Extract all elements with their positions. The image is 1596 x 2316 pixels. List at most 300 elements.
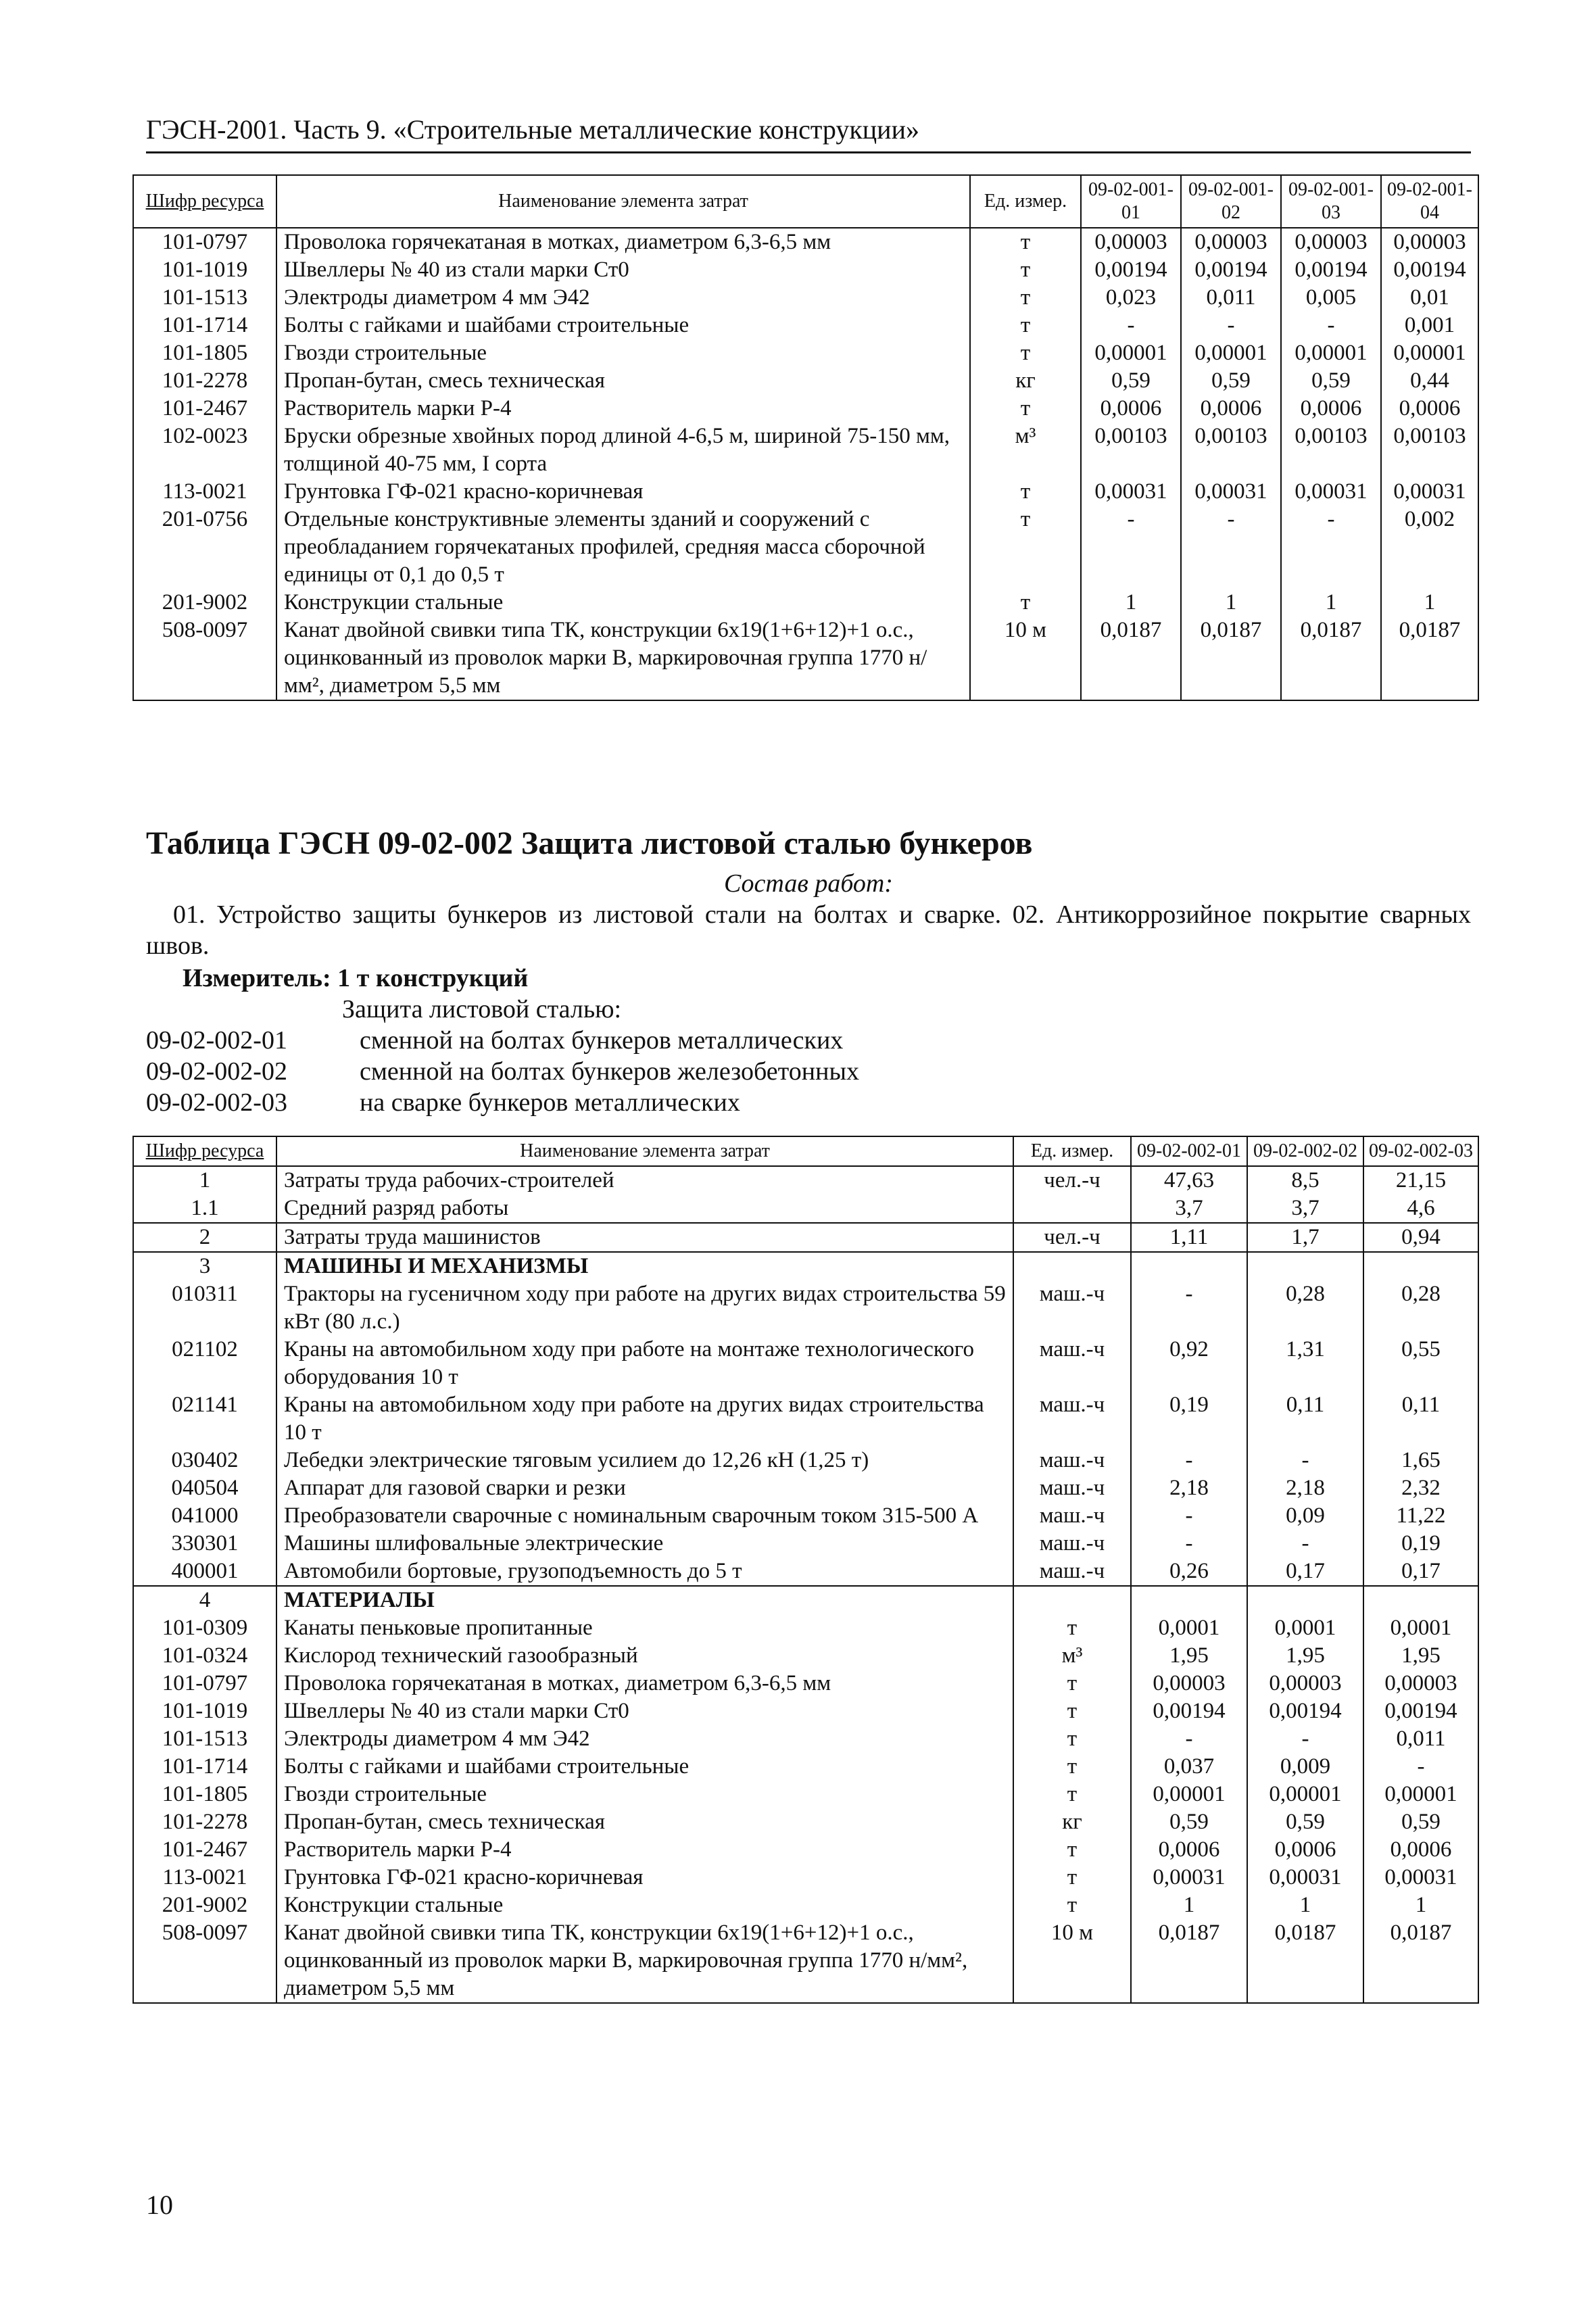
unit-cell: 10 м bbox=[1013, 1919, 1131, 2003]
table-row bbox=[133, 1781, 1478, 1808]
value-cell: 1,95 bbox=[1363, 1642, 1478, 1670]
resource-code: 101-2278 bbox=[133, 1808, 276, 1836]
resource-code: 201-9002 bbox=[133, 1891, 276, 1919]
resource-code: 113-0021 bbox=[133, 478, 276, 506]
value-cell: 0,0187 bbox=[1281, 617, 1381, 700]
resource-code: 041000 bbox=[133, 1502, 276, 1530]
value-cell: 0,005 bbox=[1281, 284, 1381, 312]
value-cell: 0,0187 bbox=[1181, 617, 1281, 700]
value-cell bbox=[1131, 1252, 1247, 1280]
value-cell bbox=[1363, 1586, 1478, 1614]
resource-name: Канат двойной свивки типа ТК, конструкции 6х19(1+6+12)+1 о.с., оцинкованный из проволок марки В, маркировочная группа 1770 н/мм², диаметром 5,5 мм bbox=[276, 617, 970, 700]
value-cell: 1 bbox=[1247, 1891, 1363, 1919]
value-cell: 0,00001 bbox=[1247, 1781, 1363, 1808]
table-row bbox=[133, 1697, 1478, 1725]
value-cell: 0,28 bbox=[1363, 1280, 1478, 1336]
unit-cell bbox=[1013, 1252, 1131, 1280]
resource-name: Машины шлифовальные электрические bbox=[276, 1530, 1013, 1558]
table-row bbox=[133, 1252, 1478, 1280]
resource-name: Пропан-бутан, смесь техническая bbox=[276, 367, 970, 395]
variant-code: 09-02-002-02 bbox=[146, 1057, 287, 1086]
unit-cell bbox=[1013, 1195, 1131, 1223]
resource-name: Гвозди строительные bbox=[276, 1781, 1013, 1808]
resource-name: Бруски обрезные хвойных пород длиной 4-6,5 м, шириной 75-150 мм, толщиной 40-75 мм, I сорта bbox=[276, 423, 970, 478]
resource-code: 101-1805 bbox=[133, 339, 276, 367]
value-cell: 1 bbox=[1081, 589, 1181, 617]
value-cell: 0,0006 bbox=[1363, 1836, 1478, 1864]
value-cell: 0,26 bbox=[1131, 1558, 1247, 1586]
value-cell: 8,5 bbox=[1247, 1166, 1363, 1195]
table-row bbox=[133, 1166, 1478, 1195]
value-cell: 0,00194 bbox=[1381, 256, 1478, 284]
resource-name: Конструкции стальные bbox=[276, 589, 970, 617]
column-header-variant: 09-02-001-02 bbox=[1181, 175, 1281, 228]
table-row bbox=[133, 1808, 1478, 1836]
table-row bbox=[133, 228, 1478, 256]
value-cell: 3,7 bbox=[1131, 1195, 1247, 1223]
table-row bbox=[133, 1195, 1478, 1223]
value-cell: - bbox=[1181, 312, 1281, 339]
value-cell: 0,00194 bbox=[1363, 1697, 1478, 1725]
value-cell: 0,59 bbox=[1281, 367, 1381, 395]
page-header: ГЭСН-2001. Часть 9. «Строительные металлические конструкции» bbox=[146, 114, 1471, 153]
value-cell: 2,32 bbox=[1363, 1474, 1478, 1502]
value-cell: 0,17 bbox=[1247, 1558, 1363, 1586]
table-row bbox=[133, 1502, 1478, 1530]
value-cell: 0,00031 bbox=[1081, 478, 1181, 506]
value-cell: 0,11 bbox=[1247, 1391, 1363, 1447]
table-row bbox=[133, 1391, 1478, 1447]
value-cell: 0,00103 bbox=[1081, 423, 1181, 478]
unit-cell: т bbox=[1013, 1753, 1131, 1781]
unit-cell: т bbox=[970, 395, 1081, 423]
value-cell: 0,0006 bbox=[1181, 395, 1281, 423]
value-cell: 0,00001 bbox=[1081, 339, 1181, 367]
value-cell: 1,65 bbox=[1363, 1447, 1478, 1474]
resource-code: 101-1513 bbox=[133, 284, 276, 312]
variant-item bbox=[146, 1056, 859, 1087]
value-cell: 0,023 bbox=[1081, 284, 1181, 312]
resource-name: Пропан-бутан, смесь техническая bbox=[276, 1808, 1013, 1836]
unit-cell: маш.-ч bbox=[1013, 1474, 1131, 1502]
value-cell: 0,00003 bbox=[1281, 228, 1381, 256]
composition-text: 01. Устройство защиты бункеров из листовой стали на болтах и сварке. 02. Антикоррозийное покрытие сварных швов. bbox=[146, 900, 1471, 960]
table-row bbox=[133, 256, 1478, 284]
value-cell bbox=[1363, 1252, 1478, 1280]
value-cell: 1,7 bbox=[1247, 1223, 1363, 1252]
value-cell: 0,002 bbox=[1381, 506, 1478, 589]
value-cell: 1 bbox=[1131, 1891, 1247, 1919]
column-header-name: Наименование элемента затрат bbox=[276, 1136, 1013, 1166]
resource-code: 101-2467 bbox=[133, 395, 276, 423]
value-cell: 0,00194 bbox=[1181, 256, 1281, 284]
resource-code: 330301 bbox=[133, 1530, 276, 1558]
unit-cell: т bbox=[970, 506, 1081, 589]
resource-name: Затраты труда машинистов bbox=[276, 1223, 1013, 1252]
column-header-variant: 09-02-001-04 bbox=[1381, 175, 1478, 228]
value-cell: 0,00001 bbox=[1363, 1781, 1478, 1808]
value-cell: 0,00194 bbox=[1281, 256, 1381, 284]
value-cell: 0,44 bbox=[1381, 367, 1478, 395]
unit-cell: кг bbox=[1013, 1808, 1131, 1836]
unit-cell: т bbox=[970, 256, 1081, 284]
unit-cell: т bbox=[970, 339, 1081, 367]
resource-name: Кислород технический газообразный bbox=[276, 1642, 1013, 1670]
value-cell: 0,09 bbox=[1247, 1502, 1363, 1530]
resource-code: 030402 bbox=[133, 1447, 276, 1474]
table-row bbox=[133, 1864, 1478, 1891]
value-cell: 0,00003 bbox=[1131, 1670, 1247, 1697]
table-header-row bbox=[133, 175, 1478, 228]
table-header-row bbox=[133, 1136, 1478, 1166]
value-cell: 0,0006 bbox=[1381, 395, 1478, 423]
column-header-code: Шифр ресурса bbox=[133, 175, 276, 228]
value-cell: 1,11 bbox=[1131, 1223, 1247, 1252]
value-cell: 0,0187 bbox=[1131, 1919, 1247, 2003]
value-cell: 3,7 bbox=[1247, 1195, 1363, 1223]
resource-name: Затраты труда рабочих-строителей bbox=[276, 1166, 1013, 1195]
table-row bbox=[133, 1336, 1478, 1391]
value-cell: 0,59 bbox=[1081, 367, 1181, 395]
unit-cell: маш.-ч bbox=[1013, 1558, 1131, 1586]
unit-cell: м³ bbox=[970, 423, 1081, 478]
table-row bbox=[133, 1670, 1478, 1697]
table-row bbox=[133, 1474, 1478, 1502]
unit-cell: маш.-ч bbox=[1013, 1530, 1131, 1558]
unit-cell: маш.-ч bbox=[1013, 1280, 1131, 1336]
column-header-variant: 09-02-001-01 bbox=[1081, 175, 1181, 228]
table-row bbox=[133, 1447, 1478, 1474]
table-row bbox=[133, 1614, 1478, 1642]
value-cell: 0,00194 bbox=[1247, 1697, 1363, 1725]
value-cell: - bbox=[1363, 1753, 1478, 1781]
variant-text: сменной на болтах бункеров металлических bbox=[360, 1026, 844, 1055]
value-cell bbox=[1247, 1252, 1363, 1280]
unit-cell: кг bbox=[970, 367, 1081, 395]
resource-code: 4 bbox=[133, 1586, 276, 1614]
resource-table-09-02-001 bbox=[132, 174, 1479, 701]
value-cell: 0,00003 bbox=[1381, 228, 1478, 256]
value-cell: 0,0187 bbox=[1081, 617, 1181, 700]
value-cell: 1 bbox=[1281, 589, 1381, 617]
resource-code: 101-0797 bbox=[133, 1670, 276, 1697]
resource-code: 113-0021 bbox=[133, 1864, 276, 1891]
column-header-unit: Ед. измер. bbox=[970, 175, 1081, 228]
resource-code: 101-1714 bbox=[133, 312, 276, 339]
variant-code: 09-02-002-03 bbox=[146, 1088, 287, 1117]
value-cell: - bbox=[1281, 506, 1381, 589]
value-cell: - bbox=[1181, 506, 1281, 589]
value-cell: 0,00001 bbox=[1131, 1781, 1247, 1808]
resource-code: 1 bbox=[133, 1166, 276, 1195]
value-cell: 0,0006 bbox=[1131, 1836, 1247, 1864]
table-row bbox=[133, 1558, 1478, 1586]
value-cell: 0,0006 bbox=[1247, 1836, 1363, 1864]
variant-text: сменной на болтах бункеров железобетонных bbox=[360, 1057, 859, 1086]
value-cell: 0,009 bbox=[1247, 1753, 1363, 1781]
resource-name: Болты с гайками и шайбами строительные bbox=[276, 312, 970, 339]
resource-code: 101-2278 bbox=[133, 367, 276, 395]
resource-code: 508-0097 bbox=[133, 617, 276, 700]
value-cell: 0,00031 bbox=[1381, 478, 1478, 506]
unit-cell: т bbox=[1013, 1725, 1131, 1753]
value-cell: 0,0001 bbox=[1247, 1614, 1363, 1642]
column-header-variant: 09-02-002-01 bbox=[1131, 1136, 1247, 1166]
value-cell: 1,31 bbox=[1247, 1336, 1363, 1391]
table-row bbox=[133, 1586, 1478, 1614]
value-cell: 0,11 bbox=[1363, 1391, 1478, 1447]
table-row bbox=[133, 589, 1478, 617]
column-header-variant: 09-02-002-03 bbox=[1363, 1136, 1478, 1166]
unit-cell: т bbox=[1013, 1697, 1131, 1725]
value-cell: 0,00103 bbox=[1381, 423, 1478, 478]
value-cell: 0,0001 bbox=[1363, 1614, 1478, 1642]
table-row bbox=[133, 423, 1478, 478]
value-cell: 0,00031 bbox=[1247, 1864, 1363, 1891]
resource-name: Преобразователи сварочные с номинальным сварочным током 315-500 А bbox=[276, 1502, 1013, 1530]
resource-code: 101-1805 bbox=[133, 1781, 276, 1808]
unit-cell: т bbox=[970, 478, 1081, 506]
value-cell: 0,01 bbox=[1381, 284, 1478, 312]
resource-code: 101-1019 bbox=[133, 256, 276, 284]
table-row bbox=[133, 1725, 1478, 1753]
table-row bbox=[133, 1223, 1478, 1252]
value-cell: - bbox=[1247, 1447, 1363, 1474]
resource-table-09-02-002 bbox=[132, 1136, 1479, 2004]
table-row bbox=[133, 1530, 1478, 1558]
table-row bbox=[133, 617, 1478, 700]
variant-code: 09-02-002-01 bbox=[146, 1026, 287, 1055]
value-cell: - bbox=[1131, 1502, 1247, 1530]
resource-name: Краны на автомобильном ходу при работе на монтаже технологического оборудования 10 т bbox=[276, 1336, 1013, 1391]
value-cell: 0,037 bbox=[1131, 1753, 1247, 1781]
resource-code: 101-1714 bbox=[133, 1753, 276, 1781]
resource-name: Лебедки электрические тяговым усилием до 12,26 кН (1,25 т) bbox=[276, 1447, 1013, 1474]
unit-cell: чел.-ч bbox=[1013, 1166, 1131, 1195]
composition-label: Состав работ: bbox=[723, 869, 894, 898]
unit-cell: маш.-ч bbox=[1013, 1447, 1131, 1474]
resource-code: 010311 bbox=[133, 1280, 276, 1336]
table-row bbox=[133, 1280, 1478, 1336]
table-row bbox=[133, 1836, 1478, 1864]
value-cell: 0,59 bbox=[1131, 1808, 1247, 1836]
value-cell: 0,00001 bbox=[1181, 339, 1281, 367]
resource-name: Тракторы на гусеничном ходу при работе на других видах строительства 59 кВт (80 л.с.) bbox=[276, 1280, 1013, 1336]
resource-code: 2 bbox=[133, 1223, 276, 1252]
unit-cell: м³ bbox=[1013, 1642, 1131, 1670]
value-cell: 1 bbox=[1381, 589, 1478, 617]
table-row bbox=[133, 284, 1478, 312]
resource-code: 201-0756 bbox=[133, 506, 276, 589]
resource-code: 040504 bbox=[133, 1474, 276, 1502]
unit-cell: маш.-ч bbox=[1013, 1336, 1131, 1391]
value-cell: 0,00031 bbox=[1281, 478, 1381, 506]
value-cell: 0,59 bbox=[1363, 1808, 1478, 1836]
value-cell: 0,19 bbox=[1131, 1391, 1247, 1447]
value-cell: 0,011 bbox=[1181, 284, 1281, 312]
unit-cell: т bbox=[970, 284, 1081, 312]
table-row bbox=[133, 312, 1478, 339]
value-cell: 0,00103 bbox=[1281, 423, 1381, 478]
value-cell: 0,0187 bbox=[1247, 1919, 1363, 2003]
resource-code: 101-0324 bbox=[133, 1642, 276, 1670]
resource-name: Средний разряд работы bbox=[276, 1195, 1013, 1223]
resource-name: Отдельные конструктивные элементы зданий и сооружений с преобладанием горячекатаных профилей, средняя масса сборочной единицы от 0,1 до 0,5 т bbox=[276, 506, 970, 589]
table-row bbox=[133, 506, 1478, 589]
resource-name: Растворитель марки Р-4 bbox=[276, 395, 970, 423]
table-row bbox=[133, 1891, 1478, 1919]
column-header-name: Наименование элемента затрат bbox=[276, 175, 970, 228]
value-cell: 0,59 bbox=[1181, 367, 1281, 395]
unit-cell: т bbox=[1013, 1614, 1131, 1642]
column-header-code: Шифр ресурса bbox=[133, 1136, 276, 1166]
value-cell: 0,00194 bbox=[1081, 256, 1181, 284]
value-cell: 0,001 bbox=[1381, 312, 1478, 339]
unit-cell: т bbox=[970, 589, 1081, 617]
value-cell: 11,22 bbox=[1363, 1502, 1478, 1530]
resource-name: МАШИНЫ И МЕХАНИЗМЫ bbox=[276, 1252, 1013, 1280]
meter-label: Измеритель: 1 т конструкций bbox=[183, 964, 529, 992]
unit-cell: т bbox=[1013, 1891, 1131, 1919]
value-cell: 0,0006 bbox=[1281, 395, 1381, 423]
resource-name: МАТЕРИАЛЫ bbox=[276, 1586, 1013, 1614]
value-cell: 0,00103 bbox=[1181, 423, 1281, 478]
unit-cell: т bbox=[970, 228, 1081, 256]
value-cell: 0,00001 bbox=[1281, 339, 1381, 367]
resource-code: 102-0023 bbox=[133, 423, 276, 478]
value-cell: 47,63 bbox=[1131, 1166, 1247, 1195]
table-row bbox=[133, 478, 1478, 506]
table-row bbox=[133, 1919, 1478, 2003]
value-cell: - bbox=[1131, 1530, 1247, 1558]
variant-item bbox=[146, 1087, 859, 1118]
value-cell: 0,00001 bbox=[1381, 339, 1478, 367]
resource-name: Канаты пеньковые пропитанные bbox=[276, 1614, 1013, 1642]
value-cell: 0,00031 bbox=[1181, 478, 1281, 506]
resource-code: 101-2467 bbox=[133, 1836, 276, 1864]
value-cell: 21,15 bbox=[1363, 1166, 1478, 1195]
value-cell: 0,00003 bbox=[1247, 1670, 1363, 1697]
variant-text: на сварке бункеров металлических bbox=[360, 1088, 740, 1117]
value-cell: - bbox=[1131, 1447, 1247, 1474]
resource-name: Проволока горячекатаная в мотках, диаметром 6,3-6,5 мм bbox=[276, 1670, 1013, 1697]
value-cell: - bbox=[1247, 1725, 1363, 1753]
value-cell: 0,0187 bbox=[1381, 617, 1478, 700]
resource-name: Краны на автомобильном ходу при работе на других видах строительства 10 т bbox=[276, 1391, 1013, 1447]
variant-item bbox=[146, 1025, 859, 1056]
resource-name: Автомобили бортовые, грузоподъемность до 5 т bbox=[276, 1558, 1013, 1586]
value-cell: 0,0187 bbox=[1363, 1919, 1478, 2003]
unit-cell: чел.-ч bbox=[1013, 1223, 1131, 1252]
resource-name: Проволока горячекатаная в мотках, диаметром 6,3-6,5 мм bbox=[276, 228, 970, 256]
value-cell: - bbox=[1247, 1530, 1363, 1558]
resource-code: 400001 bbox=[133, 1558, 276, 1586]
value-cell: 0,00003 bbox=[1363, 1670, 1478, 1697]
value-cell bbox=[1131, 1586, 1247, 1614]
value-cell: 1,95 bbox=[1247, 1642, 1363, 1670]
table-row bbox=[133, 339, 1478, 367]
resource-code: 021102 bbox=[133, 1336, 276, 1391]
resource-name: Гвозди строительные bbox=[276, 339, 970, 367]
resource-name: Грунтовка ГФ-021 красно-коричневая bbox=[276, 478, 970, 506]
unit-cell: т bbox=[1013, 1670, 1131, 1697]
value-cell bbox=[1247, 1586, 1363, 1614]
value-cell: - bbox=[1131, 1725, 1247, 1753]
table-row bbox=[133, 367, 1478, 395]
unit-cell: маш.-ч bbox=[1013, 1502, 1131, 1530]
resource-code: 101-0797 bbox=[133, 228, 276, 256]
value-cell: - bbox=[1081, 506, 1181, 589]
table-row bbox=[133, 1642, 1478, 1670]
resource-name: Швеллеры № 40 из стали марки Ст0 bbox=[276, 256, 970, 284]
value-cell: 0,00003 bbox=[1181, 228, 1281, 256]
resource-name: Электроды диаметром 4 мм Э42 bbox=[276, 284, 970, 312]
resource-name: Электроды диаметром 4 мм Э42 bbox=[276, 1725, 1013, 1753]
unit-cell: маш.-ч bbox=[1013, 1391, 1131, 1447]
value-cell: 2,18 bbox=[1131, 1474, 1247, 1502]
value-cell: 0,00031 bbox=[1363, 1864, 1478, 1891]
unit-cell: 10 м bbox=[970, 617, 1081, 700]
value-cell: 0,00003 bbox=[1081, 228, 1181, 256]
table-row bbox=[133, 395, 1478, 423]
value-cell: 1 bbox=[1181, 589, 1281, 617]
unit-cell: т bbox=[1013, 1864, 1131, 1891]
value-cell: 0,55 bbox=[1363, 1336, 1478, 1391]
resource-name: Канат двойной свивки типа ТК, конструкции 6х19(1+6+12)+1 о.с., оцинкованный из проволок марки В, маркировочная группа 1770 н/мм², диаметром 5,5 мм bbox=[276, 1919, 1013, 2003]
variant-list bbox=[146, 1025, 859, 1118]
variant-heading: Защита листовой сталью: bbox=[342, 995, 622, 1023]
unit-cell: т bbox=[1013, 1836, 1131, 1864]
resource-code: 101-0309 bbox=[133, 1614, 276, 1642]
page-number: 10 bbox=[146, 2190, 173, 2220]
value-cell: 0,28 bbox=[1247, 1280, 1363, 1336]
resource-code: 101-1513 bbox=[133, 1725, 276, 1753]
resource-name: Аппарат для газовой сварки и резки bbox=[276, 1474, 1013, 1502]
value-cell: 0,17 bbox=[1363, 1558, 1478, 1586]
value-cell: 0,94 bbox=[1363, 1223, 1478, 1252]
value-cell: 0,19 bbox=[1363, 1530, 1478, 1558]
resource-code: 1.1 bbox=[133, 1195, 276, 1223]
table-row bbox=[133, 1753, 1478, 1781]
resource-code: 201-9002 bbox=[133, 589, 276, 617]
value-cell: 0,00194 bbox=[1131, 1697, 1247, 1725]
value-cell: - bbox=[1281, 312, 1381, 339]
resource-name: Болты с гайками и шайбами строительные bbox=[276, 1753, 1013, 1781]
value-cell: 2,18 bbox=[1247, 1474, 1363, 1502]
value-cell: 0,00031 bbox=[1131, 1864, 1247, 1891]
unit-cell: т bbox=[1013, 1781, 1131, 1808]
resource-code: 3 bbox=[133, 1252, 276, 1280]
resource-name: Растворитель марки Р-4 bbox=[276, 1836, 1013, 1864]
resource-code: 508-0097 bbox=[133, 1919, 276, 2003]
value-cell: - bbox=[1081, 312, 1181, 339]
value-cell: 1 bbox=[1363, 1891, 1478, 1919]
unit-cell bbox=[1013, 1586, 1131, 1614]
value-cell: - bbox=[1131, 1280, 1247, 1336]
value-cell: 0,92 bbox=[1131, 1336, 1247, 1391]
column-header-variant: 09-02-001-03 bbox=[1281, 175, 1381, 228]
value-cell: 1,95 bbox=[1131, 1642, 1247, 1670]
column-header-unit: Ед. измер. bbox=[1013, 1136, 1131, 1166]
resource-name: Конструкции стальные bbox=[276, 1891, 1013, 1919]
value-cell: 0,011 bbox=[1363, 1725, 1478, 1753]
resource-name: Швеллеры № 40 из стали марки Ст0 bbox=[276, 1697, 1013, 1725]
column-header-variant: 09-02-002-02 bbox=[1247, 1136, 1363, 1166]
value-cell: 4,6 bbox=[1363, 1195, 1478, 1223]
table-title: Таблица ГЭСН 09-02-002 Защита листовой сталью бункеров bbox=[146, 825, 1033, 861]
value-cell: 0,0006 bbox=[1081, 395, 1181, 423]
value-cell: 0,0001 bbox=[1131, 1614, 1247, 1642]
